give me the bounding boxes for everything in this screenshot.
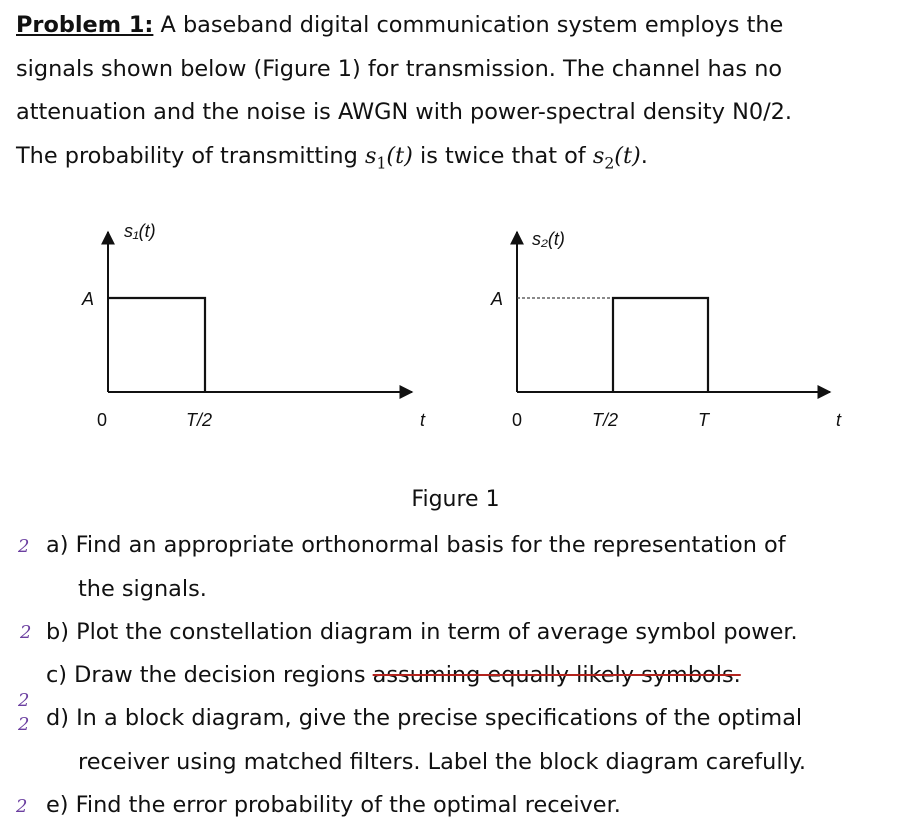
question-a-label: a) (46, 532, 69, 558)
plot1-ylabel: s₁(t) (124, 221, 156, 241)
question-d (46, 697, 806, 784)
problem-text-line2: signals shown below (Figure 1) for transmission. The channel has no (16, 55, 783, 82)
problem-text-line4a: The probability of transmitting (16, 142, 365, 169)
question-e-label: e) (46, 792, 69, 818)
plot1-pulse (108, 298, 205, 392)
margin-mark-b: 2 (20, 622, 32, 643)
question-a (46, 524, 786, 611)
question-b-label: b) (46, 619, 69, 645)
plot1-xlabel: t (420, 410, 426, 430)
question-d-label: d) (46, 705, 69, 731)
problem-text-line4c: . (640, 142, 648, 169)
question-a-line1: Find an appropriate orthonormal basis for the representation of (75, 532, 786, 558)
question-c-line1: Draw the decision regions (74, 662, 373, 688)
question-a-line2: the signals. (78, 575, 207, 602)
plot2-xlabel: t (836, 410, 842, 430)
margin-mark-d: 2 (18, 690, 30, 711)
question-e-line1: Find the error probability of the optimal receiver. (75, 792, 621, 818)
question-c (46, 654, 741, 698)
question-b (46, 611, 798, 655)
problem-text-line1: A baseband digital communication system employs the (153, 12, 784, 38)
problem-text-line3: attenuation and the noise is AWGN with power-spectral density N0/2. (16, 99, 792, 125)
plot2-tick-half: T/2 (592, 410, 619, 430)
question-d-line1: In a block diagram, give the precise specifications of the optimal (76, 705, 803, 731)
plot2-tick-full: T (698, 410, 709, 430)
plot1-origin: 0 (97, 410, 108, 430)
problem-label: Problem 1: (16, 12, 154, 38)
s2-symbol: $s_2(t)$ (592, 142, 641, 172)
plot2-ylabel: s₂(t) (532, 229, 565, 249)
plot2-origin: 0 (512, 410, 523, 430)
plot1-tick-half: T/2 (186, 410, 213, 430)
plot-s2 (490, 229, 842, 430)
margin-mark-d2: 2 (18, 714, 30, 735)
margin-mark-a: 2 (18, 536, 30, 557)
figure-1 (0, 210, 911, 440)
question-e (46, 784, 621, 828)
figure-caption: Figure 1 (411, 487, 500, 512)
plot2-pulse (613, 298, 708, 392)
question-b-line1: Plot the constellation diagram in term of average symbol power. (76, 619, 798, 645)
plot1-amplitude: A (82, 289, 95, 309)
plot-s1 (81, 221, 426, 430)
problem-text-line4b: is twice that of (412, 142, 593, 169)
s1-symbol: $s_1(t)$ (364, 142, 413, 172)
question-c-struck-text: assuming equally likely symbols. (372, 662, 741, 688)
question-d-line2: receiver using matched filters. Label the block diagram carefully. (78, 748, 806, 775)
margin-mark-e: 2 (16, 796, 28, 817)
plot2-amplitude: A (491, 289, 504, 309)
question-c-label: c) (46, 662, 68, 688)
problem-statement (16, 4, 906, 184)
